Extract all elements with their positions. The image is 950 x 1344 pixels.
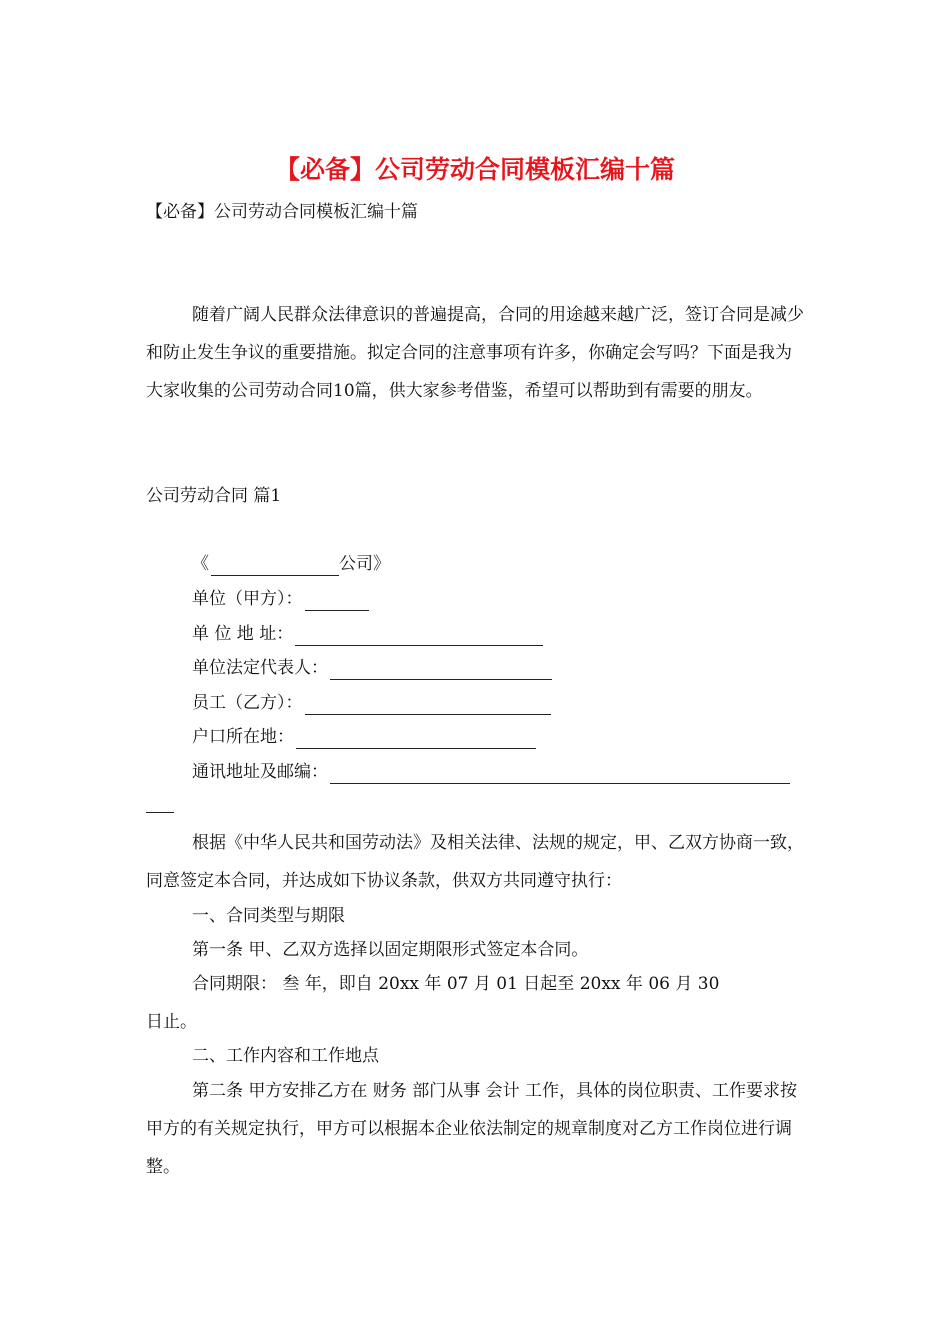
section-contract-type: 一、合同类型与期限: [192, 906, 345, 926]
field-mailing-blank: [330, 765, 790, 784]
company-line-close: 公司》: [339, 554, 390, 574]
field-legal-rep-blank: [330, 661, 552, 680]
field-unit: [192, 587, 369, 611]
field-address: [192, 622, 543, 646]
field-unit-blank: [305, 592, 369, 611]
basis-paragraph: 根据《中华人民共和国劳动法》及相关法律、法规的规定，甲、乙双方协商一致，同意签定本合同，并达成如下协议条款，供双方共同遵守执行：: [146, 833, 804, 891]
field-mailing-label: 通讯地址及邮编：: [192, 762, 328, 782]
field-hukou-label: 户口所在地：: [192, 727, 294, 747]
company-name-line: [192, 552, 390, 576]
field-hukou-blank: [296, 730, 536, 749]
field-employee: [192, 691, 551, 715]
field-legal-rep: [192, 656, 552, 680]
contract-term-end: 日止。: [146, 1012, 197, 1032]
section-work-content: 二、工作内容和工作地点: [192, 1046, 379, 1066]
field-address-label: 单 位 地 址：: [192, 624, 294, 644]
field-hukou: [192, 725, 536, 749]
company-line-open: 《: [192, 554, 209, 574]
field-unit-label: 单位（甲方）：: [192, 589, 303, 609]
field-employee-label: 员工（乙方）：: [192, 693, 303, 713]
field-mailing: [192, 760, 790, 784]
article-2: 第二条 甲方安排乙方在 财务 部门从事 会计 工作，具体的岗位职责、工作要求按甲方的有关规定执行，甲方可以根据本企业依法制定的规章制度对乙方工作岗位进行调整。: [146, 1081, 798, 1177]
section-heading: 公司劳动合同 篇1: [146, 486, 282, 506]
field-legal-rep-label: 单位法定代表人：: [192, 658, 328, 678]
field-mailing-blank-continued: [146, 812, 174, 813]
company-name-blank: [211, 557, 339, 576]
document-subtitle: 【必备】公司劳动合同模板汇编十篇: [146, 202, 418, 222]
contract-term-line: 合同期限： 叁 年，即自 20xx 年 07 月 01 日起至 20xx 年 06 月 30: [192, 974, 720, 994]
document-title: 【必备】公司劳动合同模板汇编十篇: [274, 155, 675, 184]
intro-paragraph: 随着广阔人民群众法律意识的普遍提高，合同的用途越来越广泛，签订合同是减少和防止发生争议的重要措施。拟定合同的注意事项有许多，你确定会写吗？下面是我为大家收集的公司劳动合同10篇，供大家参考借鉴，希望可以帮助到有需要的朋友。: [146, 305, 804, 401]
field-address-blank: [295, 627, 543, 646]
article-1: 第一条 甲、乙双方选择以固定期限形式签定本合同。: [192, 940, 589, 960]
field-employee-blank: [305, 696, 551, 715]
